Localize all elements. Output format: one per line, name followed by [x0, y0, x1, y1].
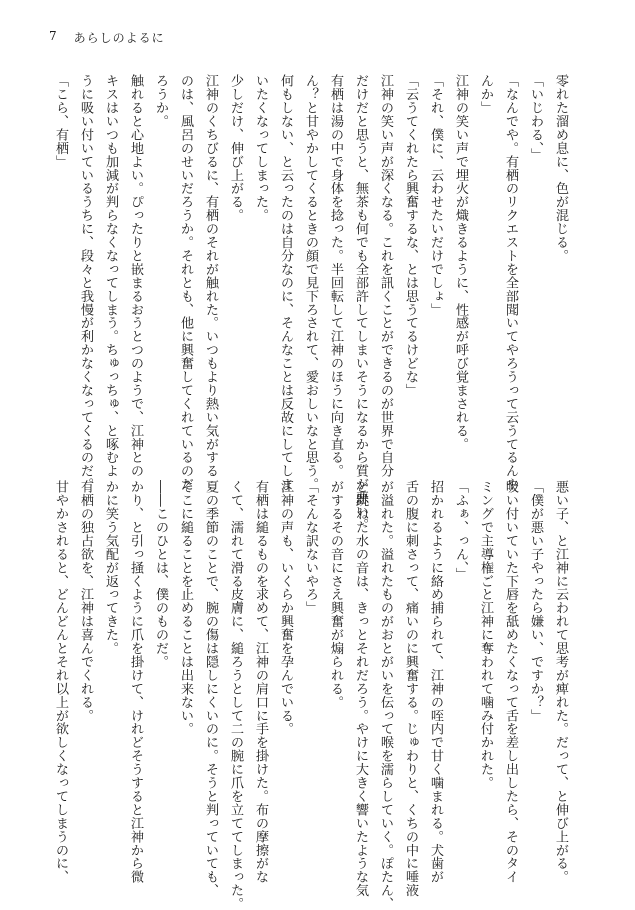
text-line: 「なんでや。有栖のリクエストを全部聞いてやろうって云うてるんや: [503, 74, 518, 491]
text-line: 「ふぁ、っん、」: [453, 480, 468, 581]
text-line: 「いじわる、」: [528, 74, 543, 162]
text-line: と跳ねた水の音は、きっとそれだろう。やけに大きく響いたような気: [353, 480, 368, 897]
text-line: 「云うてくれたら興奮するな、とは思うてるけどな」: [403, 74, 418, 397]
text-line: 「こら、有栖」: [53, 74, 68, 169]
text-line: 有栖の独占欲を、江神は喜んでくれる。: [78, 480, 93, 723]
text-line: 「僕が悪い子やったら嫌い、ですか？」: [528, 480, 543, 723]
text-line: 夏の季節のことで、腕の傷は隠しにくいのに。そうと判っていても、: [203, 480, 218, 897]
text-line: 吸い付いていた下唇を舐めたくなって舌を差し出したら、そのタイ: [503, 480, 518, 884]
text-line: ――このひとは、僕のものだ。: [153, 480, 168, 669]
text-line: んか」: [478, 74, 493, 115]
text-line: 江神の笑い声が深くなる。これを訊くことができるのが世界で自分: [378, 74, 393, 478]
text-line: キスはいつも加減が判らなくなってしまう。ちゅっちゅ、と啄むよ: [103, 74, 118, 478]
text-line: ミングで主導権ごと江神に奪われて噛み付かれた。: [478, 480, 493, 790]
book-title: あらしのよるに: [73, 31, 165, 45]
text-line: が溢れた。溢れたものがおとがいを伝って喉を濡らしていく。ぽたん、: [378, 480, 393, 910]
page-number: 7: [49, 29, 58, 43]
text-line: 「それ、僕に、云わせたいだけでしょ」: [428, 74, 443, 317]
running-header: [49, 29, 165, 46]
text-line: 少しだけ、伸び上がる。: [228, 74, 243, 222]
text-line: 零れた溜め息に、色が混じる。: [553, 74, 568, 263]
text-line: くて、濡れて滑る皮膚に、縋ろうとして二の腕に爪を立ててしまった。: [228, 480, 243, 910]
text-line: そこに縋ることを止めることは出来ない。: [178, 480, 193, 736]
text-line: ろうか。: [153, 74, 168, 128]
text-line: 「そんな訳ないやろ」: [303, 480, 318, 615]
text-line: 甘やかされると、どんどんとそれ以上が欲しくなってしまうのに、: [53, 480, 68, 884]
text-line: 江神の声も、いくらか興奮を孕んでいる。: [278, 480, 293, 736]
text-line: 招かれるように絡め捕られて、江神の咥内で甘く噛まれる。犬歯が: [428, 480, 443, 884]
text-line: かに笑う気配が返ってきた。: [103, 480, 118, 655]
text-line: 江神のくちびるに、有栖のそれが触れた。いつもより熱い気がする: [203, 74, 218, 478]
text-line: だけだと思うと、無茶も何でも全部許してしまいそうになるから質が悪い。: [353, 74, 368, 532]
text-line: いたくなってしまった。: [253, 74, 268, 222]
text-line: うに吸い付いているうちに、段々と我慢が利かなくなってくるのだ。: [78, 74, 93, 491]
text-line: 有栖は縋るものを求めて、江神の肩口に手を掛けた。布の摩擦がな: [253, 480, 268, 884]
text-line: ん？と甘やかしてくるときの顔で見下ろされて、愛おしいなと思う。: [303, 74, 318, 491]
text-line: のは、風呂のせいだろうか。それとも、他に興奮してくれているのだ: [178, 74, 193, 491]
lower-text-block: [53, 480, 573, 910]
text-line: 触れると心地よい。ぴったりと嵌まるおうとつのようで、江神との: [128, 74, 143, 478]
text-line: 有栖は湯の中で身体を捻った。半回転して江神のほうに向き直る。: [328, 74, 343, 478]
text-line: がするその音にさえ興奮が煽られる。: [328, 480, 343, 709]
text-line: 何もしない、と云ったのは自分なのに、そんなことは反故にしてしま: [278, 74, 293, 491]
text-line: 舌の腹に刺さって、痛いのに興奮する。じゅわりと、くちの中に唾液: [403, 480, 418, 897]
text-line: 悪い子、と江神に云われて思考が痺れた。だって、と伸び上がる。: [553, 480, 568, 884]
text-line: 江神の笑い声で埋火が熾きるように、性感が呼び覚まされる。: [453, 74, 468, 451]
text-line: かり、と引っ掻くように爪を掛けて、けれどそうすると江神から微: [128, 480, 143, 884]
